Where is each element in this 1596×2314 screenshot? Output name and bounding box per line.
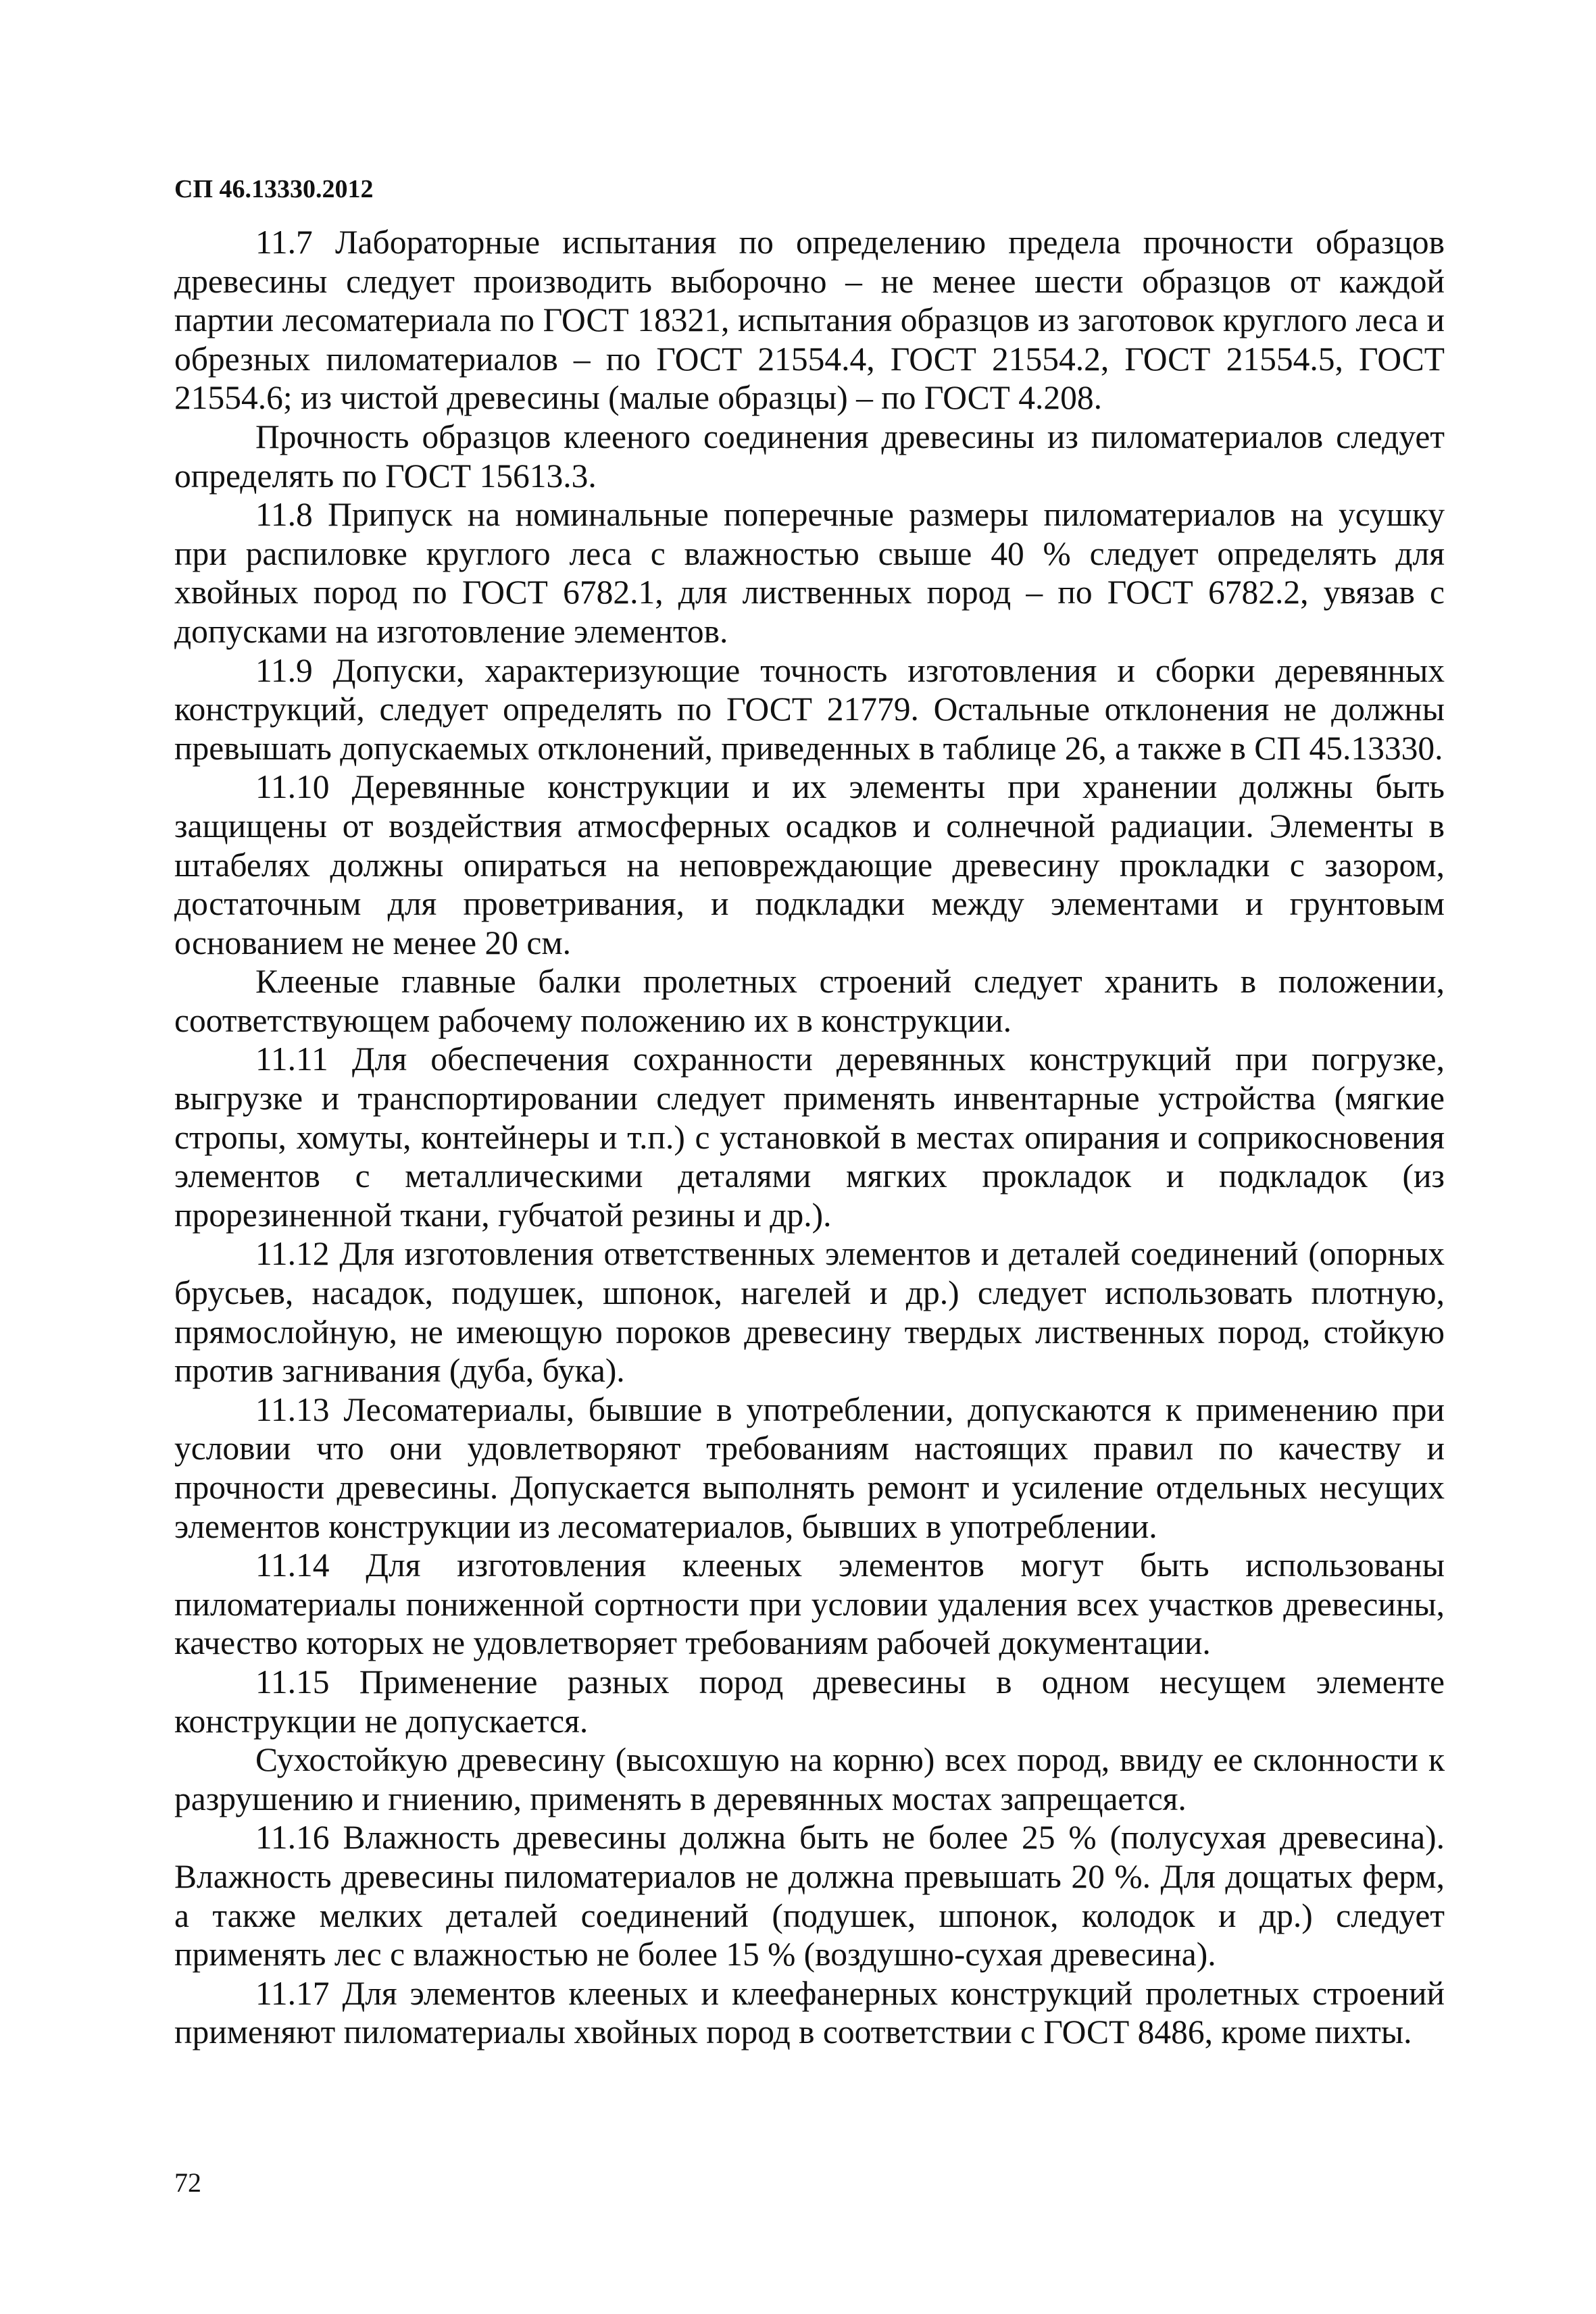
page-number: 72 bbox=[174, 2167, 201, 2198]
document-code-header: СП 46.13330.2012 bbox=[174, 175, 374, 203]
paragraph-11-9: 11.9 Допуски, характеризующие точность изготовления и сборки деревянных конструкций, следует определять по ГОСТ 21779. Остальные отклонения не должны превышать допускаемых отклонений, приведенных в таблице 26, а также в СП 45.13330. bbox=[174, 651, 1445, 767]
paragraph-dead-wood: Сухостойкую древесину (высохшую на корню) всех пород, ввиду ее склонности к разрушению и гниению, применять в деревянных мостах запрещается. bbox=[174, 1741, 1445, 1817]
paragraph-11-7: 11.7 Лабораторные испытания по определению предела прочности образцов древесины следует производить выборочно – не менее шести образцов от каждой партии лесоматериала по ГОСТ 18321, испытания образцов из заготовок круглого леса и обрезных пиломатериалов – по ГОСТ 21554.4, ГОСТ 21554.2, ГОСТ 21554.5, ГОСТ 21554.6; из чистой древесины (малые образцы) – по ГОСТ 4.208. bbox=[174, 224, 1445, 417]
paragraph-glued-joint-strength: Прочность образцов клееного соединения древесины из пиломатериалов следует определять по ГОСТ 15613.3. bbox=[174, 418, 1445, 495]
paragraph-11-10: 11.10 Деревянные конструкции и их элементы при хранении должны быть защищены от воздействия атмосферных осадков и солнечной радиации. Элементы в штабелях должны опираться на неповреждающие древесину прокладки с зазором, достаточным для проветривания, и подкладки между элементами и грунтовым основанием не менее 20 см. bbox=[174, 768, 1445, 961]
paragraph-11-15: 11.15 Применение разных пород древесины в одном несущем элементе конструкции не допускается. bbox=[174, 1663, 1445, 1740]
paragraph-11-17: 11.17 Для элементов клееных и клеефанерных конструкций пролетных строений применяют пиломатериалы хвойных пород в соответствии с ГОСТ 8486, кроме пихты. bbox=[174, 1974, 1445, 2051]
paragraph-11-11: 11.11 Для обеспечения сохранности деревянных конструкций при погрузке, выгрузке и транспортировании следует применять инвентарные устройства (мягкие стропы, хомуты, контейнеры и т.п.) с установкой в местах опирания и соприкосновения элементов с металлическими деталями мягких прокладок и подкладок (из прорезиненной ткани, губчатой резины и др.). bbox=[174, 1040, 1445, 1234]
paragraph-11-16: 11.16 Влажность древесины должна быть не более 25 % (полусухая древесина). Влажность древесины пиломатериалов не должна превышать 20 %. Для дощатых ферм, а также мелких деталей соединений (подушек, шпонок, колодок и др.) следует применять лес с влажностью не более 15 % (воздушно-сухая древесина). bbox=[174, 1819, 1445, 1973]
document-body bbox=[174, 223, 1445, 2052]
paragraph-glued-beams-storage: Клееные главные балки пролетных строений следует хранить в положении, соответствующем рабочему положению их в конструкции. bbox=[174, 963, 1445, 1039]
paragraph-11-8: 11.8 Припуск на номинальные поперечные размеры пиломатериалов на усушку при распиловке круглого леса с влажностью свыше 40 % следует определять для хвойных пород по ГОСТ 6782.1, для лиственных пород – по ГОСТ 6782.2, увязав с допусками на изготовление элементов. bbox=[174, 496, 1445, 650]
paragraph-11-13: 11.13 Лесоматериалы, бывшие в употреблении, допускаются к применению при условии что они удовлетворяют требованиям настоящих правил по качеству и прочности древесины. Допускается выполнять ремонт и усиление отдельных несущих элементов конструкции из лесоматериалов, бывших в употреблении. bbox=[174, 1390, 1445, 1545]
paragraph-11-12: 11.12 Для изготовления ответственных элементов и деталей соединений (опорных брусьев, насадок, подушек, шпонок, нагелей и др.) следует использовать плотную, прямослойную, не имеющую пороков древесину твердых лиственных пород, стойкую против загнивания (дуба, бука). bbox=[174, 1235, 1445, 1390]
paragraph-11-14: 11.14 Для изготовления клееных элементов могут быть использованы пиломатериалы пониженной сортности при условии удаления всех участков древесины, качество которых не удовлетворяет требованиям рабочей документации. bbox=[174, 1546, 1445, 1662]
